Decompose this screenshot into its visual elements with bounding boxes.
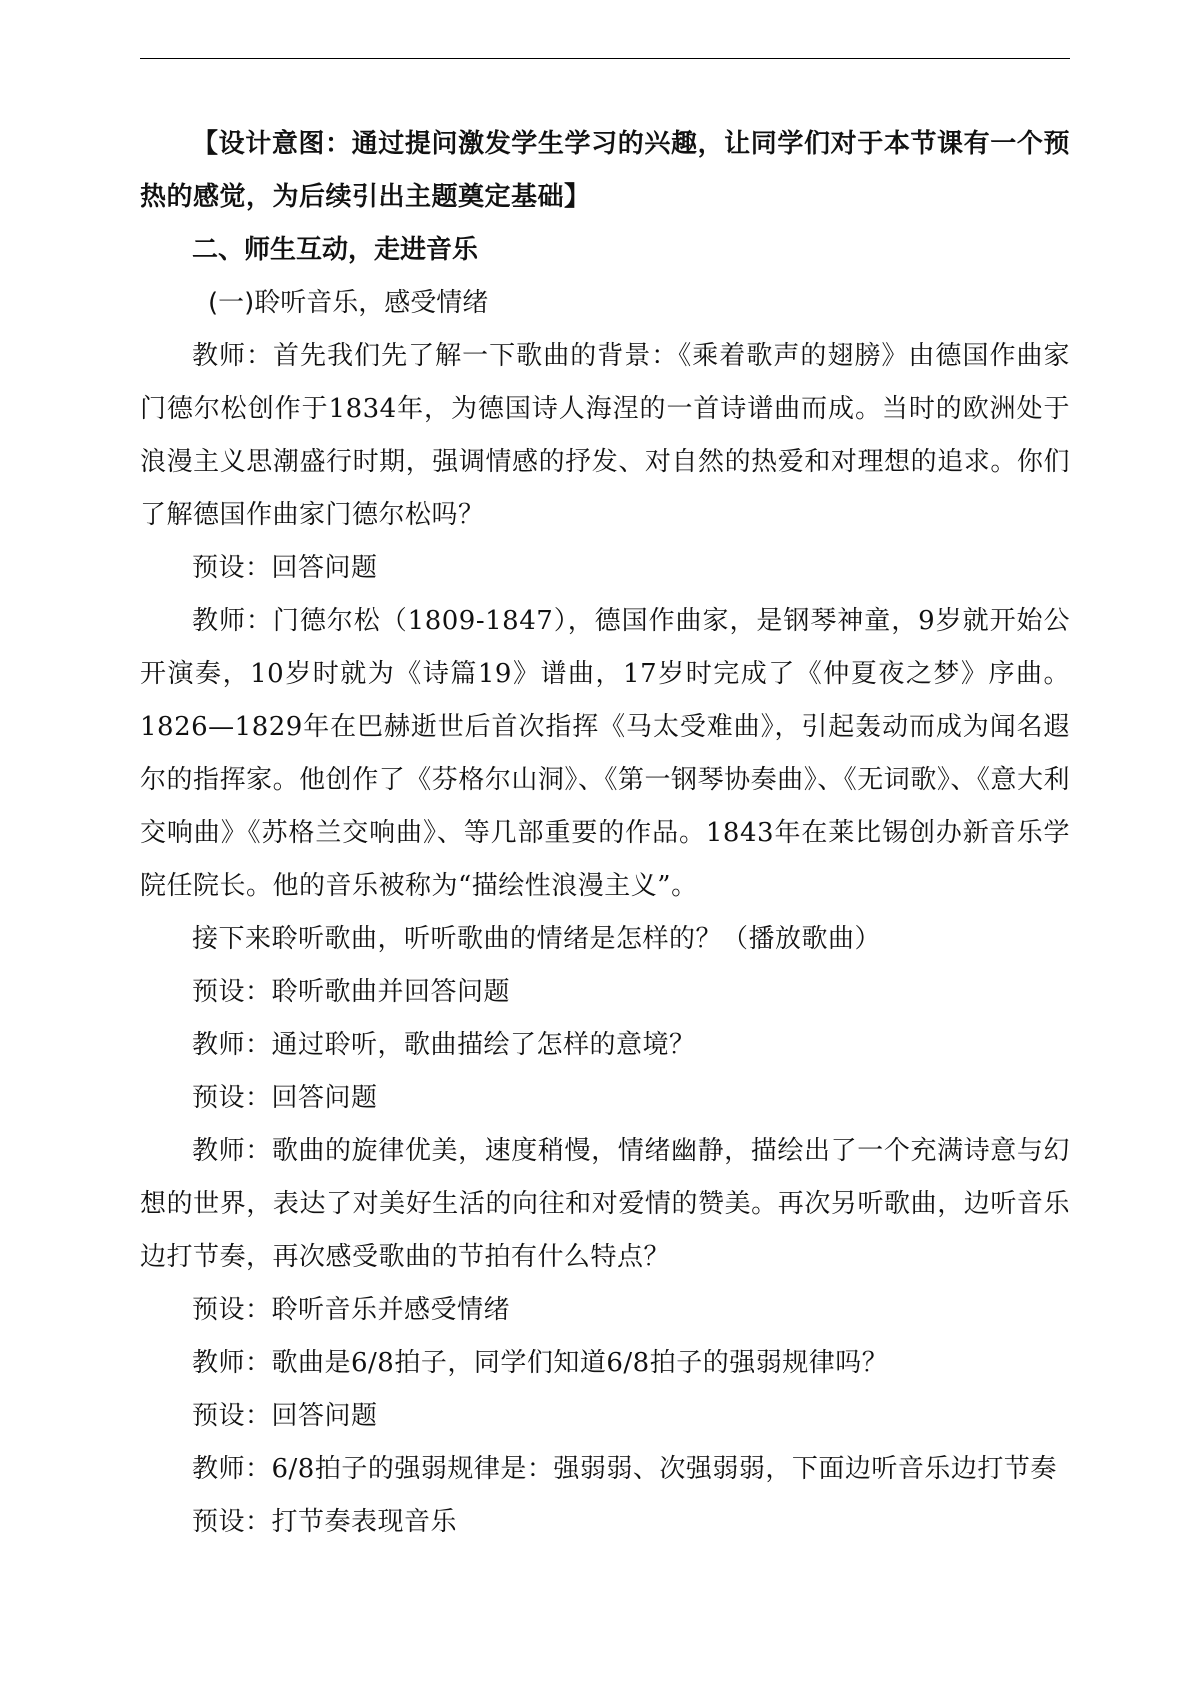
document-body xyxy=(140,118,1070,1549)
paragraph: 预设：聆听歌曲并回答问题 xyxy=(192,977,511,1007)
header-rule xyxy=(140,58,1070,59)
paragraph: 预设：回答问题 xyxy=(192,1401,378,1431)
paragraph: 预设：回答问题 xyxy=(192,1083,378,1113)
section-heading: 二、师生互动，走进音乐 xyxy=(192,235,479,265)
paragraph: 教师：6/8拍子的强弱规律是：强弱弱、次强弱弱，下面边听音乐边打节奏 xyxy=(192,1454,1057,1484)
paragraph: 预设：聆听音乐并感受情绪 xyxy=(192,1295,511,1325)
design-intent: 【设计意图：通过提问激发学生学习的兴趣，让同学们对于本节课有一个预热的感觉，为后续引出主题奠定基础】 xyxy=(140,129,1070,212)
paragraph: 教师：歌曲的旋律优美，速度稍慢，情绪幽静，描绘出了一个充满诗意与幻想的世界，表达了对美好生活的向往和对爱情的赞美。再次另听歌曲，边听音乐边打节奏，再次感受歌曲的节拍有什么特点？ xyxy=(140,1136,1070,1272)
subsection-heading: (一)聆听音乐，感受情绪 xyxy=(208,288,489,318)
paragraph: 预设：回答问题 xyxy=(192,553,378,583)
paragraph: 教师：首先我们先了解一下歌曲的背景：《乘着歌声的翅膀》由德国作曲家门德尔松创作于1834年，为德国诗人海涅的一首诗谱曲而成。当时的欧洲处于浪漫主义思潮盛行时期，强调情感的抒发、对自然的热爱和对理想的追求。你们了解德国作曲家门德尔松吗？ xyxy=(140,341,1070,530)
paragraph: 教师：门德尔松（1809-1847），德国作曲家，是钢琴神童，9岁就开始公开演奏，10岁时就为《诗篇19》谱曲，17岁时完成了《仲夏夜之梦》序曲。1826—1829年在巴赫逝世后首次指挥《马太受难曲》，引起轰动而成为闻名遐尔的指挥家。他创作了《芬格尔山洞》、《第一钢琴协奏曲》、《无词歌》、《意大利交响曲》《苏格兰交响曲》、等几部重要的作品。1843年在莱比锡创办新音乐学院任院长。他的音乐被称为“描绘性浪漫主义”。 xyxy=(140,606,1070,901)
paragraph: 教师：歌曲是6/8拍子，同学们知道6/8拍子的强弱规律吗？ xyxy=(192,1348,889,1378)
paragraph: 预设：打节奏表现音乐 xyxy=(192,1507,458,1537)
paragraph: 接下来聆听歌曲，听听歌曲的情绪是怎样的？（播放歌曲） xyxy=(192,924,882,954)
paragraph: 教师：通过聆听，歌曲描绘了怎样的意境？ xyxy=(192,1030,696,1060)
